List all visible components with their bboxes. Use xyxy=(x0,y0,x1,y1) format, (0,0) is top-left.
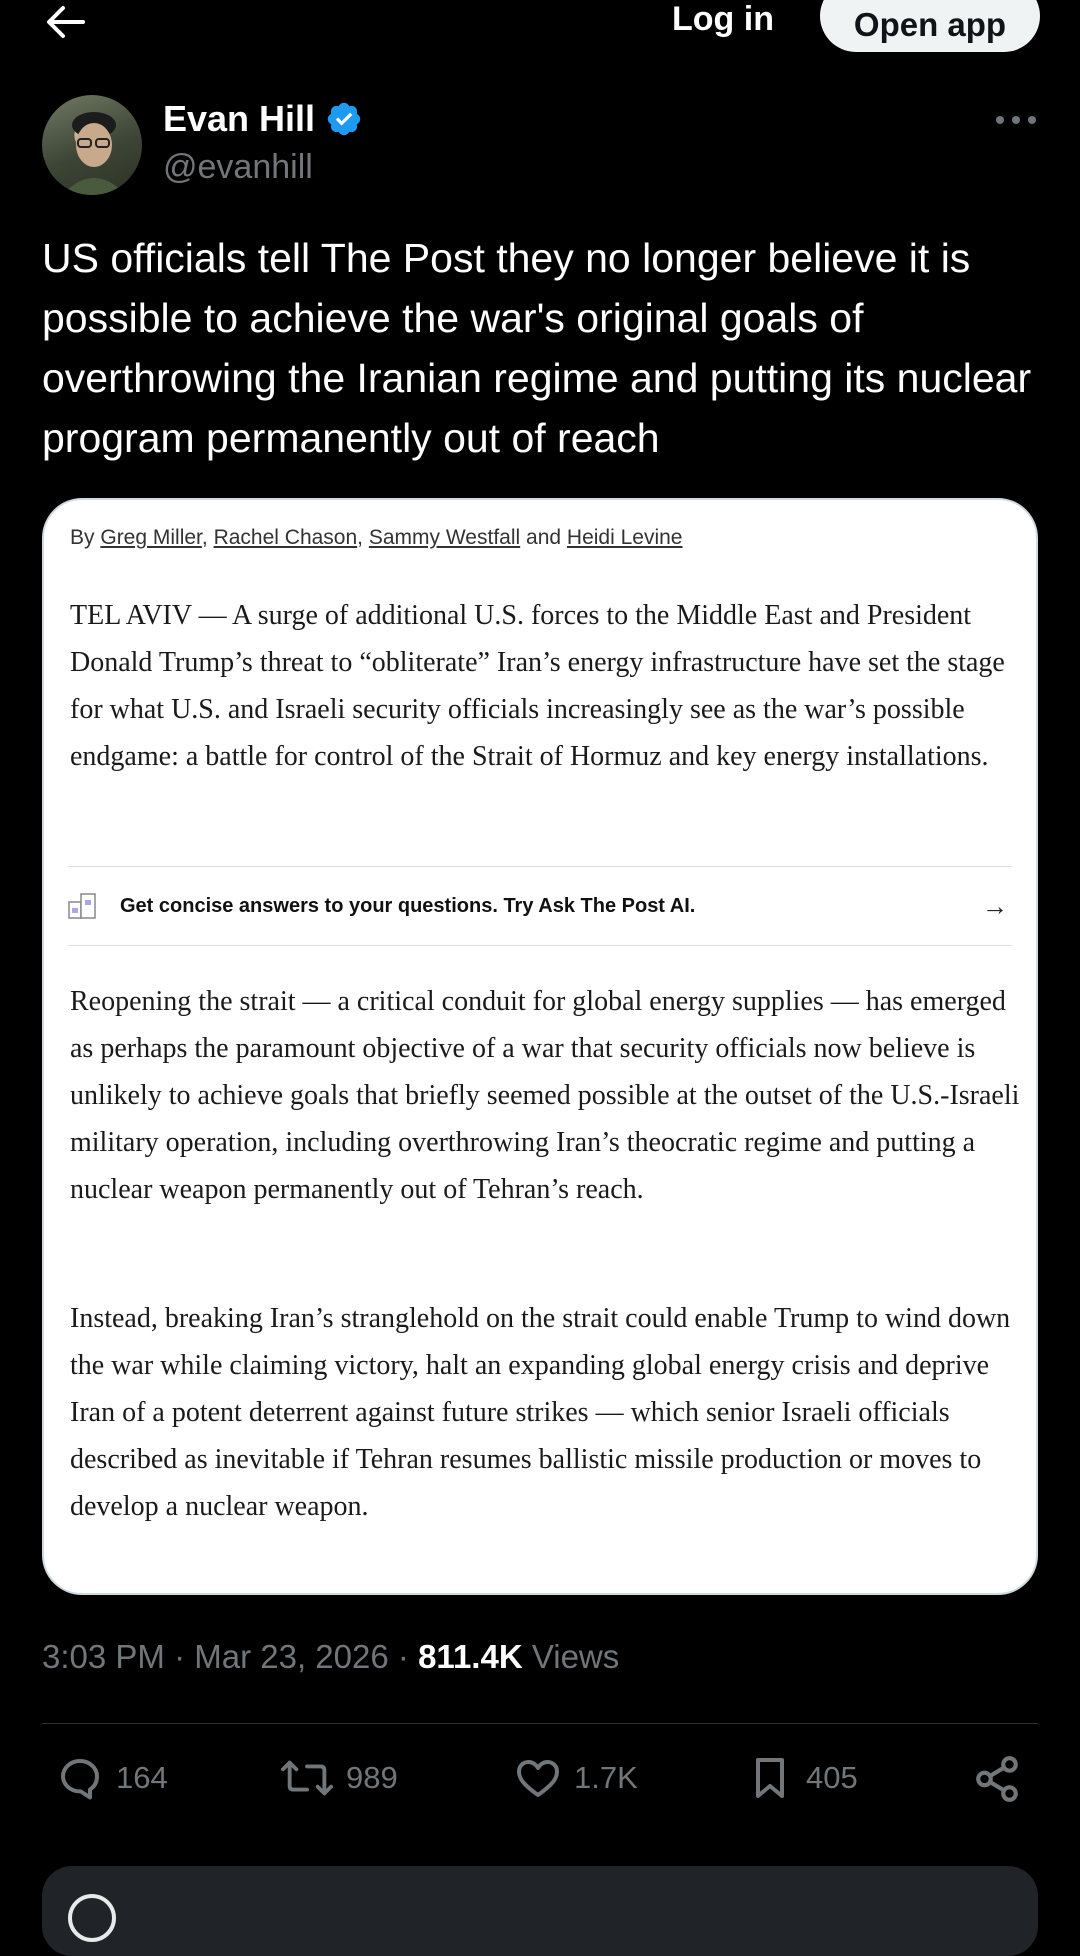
tweet-date[interactable]: Mar 23, 2026 xyxy=(194,1638,389,1675)
repost-button[interactable] xyxy=(280,1754,398,1802)
article-paragraph: Reopening the strait — a critical conduit for global energy supplies — has emerged as perhaps the paramount objective of a war that security officials now believe is unlikely to achieve goals that briefly seemed possible at the outset of the U.S.-Israeli military operation, including overthrowing Iran’s theocratic regime and putting a nuclear weapon permanently out of Tehran’s reach. xyxy=(70,986,1020,1205)
author-link[interactable]: Rachel Chason xyxy=(213,526,358,549)
article-paragraph: TEL AVIV — A surge of additional U.S. forces to the Middle East and President Donald Trump’s threat to “obliterate” Iran’s energy infrastructure have set the stage for what U.S. and Israeli security officials increasingly see as the war’s possible endgame: a battle for control of the Strait of Hormuz and key energy installations. xyxy=(70,600,1005,772)
reply-composer-icon xyxy=(62,1888,122,1948)
byline-separator: , xyxy=(201,526,208,549)
author-link[interactable]: Heidi Levine xyxy=(566,526,683,549)
repost-icon xyxy=(280,1754,334,1802)
divider xyxy=(42,1723,1038,1724)
ask-ai-icon xyxy=(68,892,98,920)
heart-icon xyxy=(514,1754,562,1802)
byline-separator: , xyxy=(357,526,364,549)
article-screenshot-card[interactable] xyxy=(42,498,1038,1595)
share-icon xyxy=(972,1754,1022,1804)
tweet-time[interactable]: 3:03 PM xyxy=(42,1638,165,1675)
tweet-metadata xyxy=(42,1638,619,1676)
meta-separator: · xyxy=(397,1638,409,1675)
views-count: 811.4K xyxy=(418,1638,523,1675)
more-dots-icon xyxy=(994,110,1038,130)
ask-post-ai-banner[interactable] xyxy=(68,866,1012,946)
ask-ai-label[interactable]: Get concise answers to your questions. Try Ask The Post AI. xyxy=(120,894,696,917)
back-button[interactable] xyxy=(40,0,90,44)
share-button[interactable] xyxy=(972,1754,1022,1804)
open-app-button[interactable]: Open app xyxy=(820,0,1040,52)
bookmark-icon xyxy=(746,1754,794,1802)
byline-and: and xyxy=(526,526,562,549)
byline xyxy=(70,526,682,550)
reply-composer[interactable] xyxy=(42,1866,1038,1956)
author-name[interactable]: Evan Hill xyxy=(163,98,316,139)
action-bar xyxy=(42,1754,1038,1818)
bookmark-button[interactable] xyxy=(746,1754,858,1802)
profile-photo-icon xyxy=(42,95,142,195)
byline-prefix: By xyxy=(70,526,95,549)
like-count: 1.7K xyxy=(574,1760,638,1795)
more-options-button[interactable] xyxy=(994,110,1038,130)
author-handle[interactable]: @evanhill xyxy=(163,148,313,186)
like-button[interactable] xyxy=(514,1754,638,1802)
tweet-text: US officials tell The Post they no longer believe it is possible to achieve the war's original goals of overthrowing the Iranian regime and putting its nuclear program permanently out of reach xyxy=(42,235,1032,461)
arrow-left-icon xyxy=(45,5,85,39)
author-link[interactable]: Greg Miller xyxy=(100,526,202,549)
arrow-right-icon: → xyxy=(982,890,1008,921)
reply-icon xyxy=(56,1754,104,1802)
avatar[interactable] xyxy=(42,95,142,195)
bookmark-count: 405 xyxy=(806,1760,858,1795)
views-label: Views xyxy=(531,1638,620,1675)
repost-count: 989 xyxy=(346,1760,398,1795)
author-name-row[interactable] xyxy=(163,98,363,140)
verified-badge-icon xyxy=(325,100,363,138)
author-link[interactable]: Sammy Westfall xyxy=(368,526,521,549)
reply-button[interactable] xyxy=(56,1754,168,1802)
meta-separator: · xyxy=(174,1638,186,1675)
login-link[interactable]: Log in xyxy=(672,0,774,38)
article-paragraph: Instead, breaking Iran’s stranglehold on the strait could enable Trump to wind down the war while claiming victory, halt an expanding global energy crisis and deprive Iran of a potent deterrent against future strikes — which senior Israeli officials described as inevitable if Tehran resumes ballistic missile production or moves to develop a nuclear weapon. xyxy=(70,1303,1011,1522)
reply-count: 164 xyxy=(116,1760,168,1795)
